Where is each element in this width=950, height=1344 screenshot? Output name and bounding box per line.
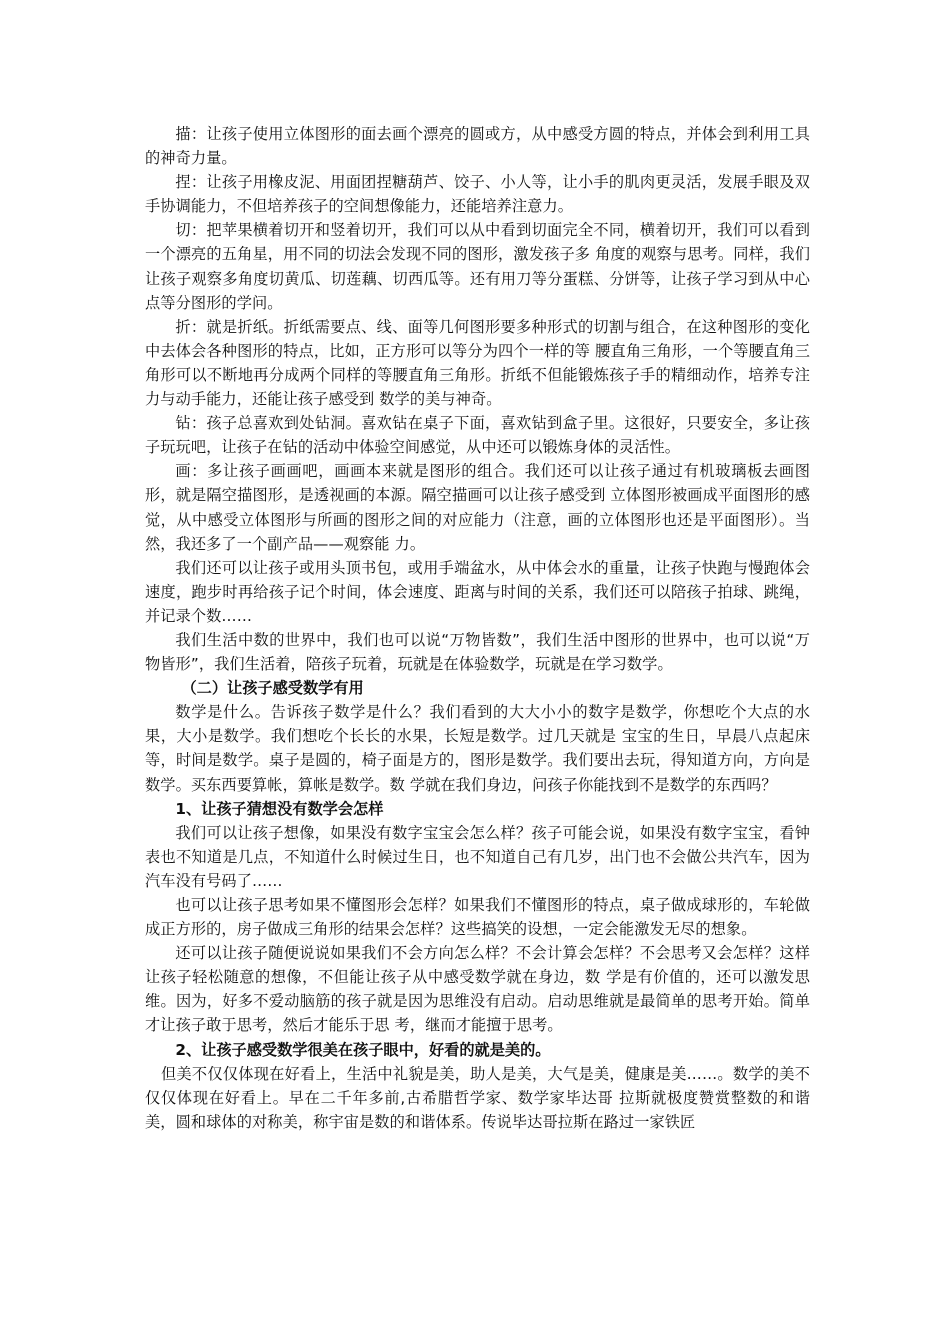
paragraph-no-shapes: 也可以让孩子思考如果不懂图形会怎样？如果我们不懂图形的特点，桌子做成球形的，车轮做成正方形的，房子做成三角形的结果会怎样？这些搞笑的设想，一定会能激发无尽的想象。 (145, 896, 810, 939)
section-heading-2: （二）让孩子感受数学有用 (181, 679, 364, 698)
paragraph-beauty: 但美不仅仅体现在好看上，生活中礼貌是美，助人是美，大气是美，健康是美……。数学的美不仅仅体现在好看上。早在二千年多前,古希腊哲学家、数学家毕达哥 拉斯就极度赞赏整数的和谐美，圆和球体的对称美，称宇宙是数的和谐体系。传说毕达哥拉斯在路过一家铁匠 (145, 1064, 810, 1131)
paragraph-zhe: 折：就是折纸。折纸需要点、线、面等几何图形要多种形式的切割与组合，在这种图形的变化中去体会各种图形的特点，比如，正方形可以等分为四个一样的等 腰直角三角形，一个等腰直角三角形可以不断地再分成两个同样的等腰直角三角形。折纸不但能锻炼孩子手的精细动作，培养专注力与动手能力，还能让孩子感受到 数学的美与神奇。 (145, 317, 810, 409)
paragraph-activities: 我们还可以让孩子或用头顶书包，或用手端盆水，从中体会水的重量，让孩子快跑与慢跑体会速度，跑步时再给孩子记个时间，体会速度、距离与时间的关系，我们还可以陪孩子拍球、跳绳，并记录个数…… (145, 558, 810, 625)
paragraph-no-direction: 还可以让孩子随便说说如果我们不会方向怎么样？不会计算会怎样？不会思考又会怎样？这样让孩子轻松随意的想像，不但能让孩子从中感受数学就在身边，数 学是有价值的，还可以激发思维。因为，好多不爱动脑筋的孩子就是因为思维没有启动。启动思维就是最简单的思考开始。简单才让孩子敢于思考，然后才能乐于思 考，继而才能擅于思考。 (145, 944, 810, 1035)
paragraph-qie: 切：把苹果横着切开和竖着切开，我们可以从中看到切面完全不同，横着切开，我们可以看到一个漂亮的五角星，用不同的切法会发现不同的图形，激发孩子多 角度的观察与思考。同样，我们让孩子观察多角度切黄瓜、切莲藕、切西瓜等。还有用刀等分蛋糕、分饼等，让孩子学习到从中心点等分图形的学问。 (145, 221, 810, 312)
paragraph-miao: 描：让孩子使用立体图形的面去画个漂亮的圆或方，从中感受方圆的特点，并体会到利用工具的神奇力量。 (145, 125, 810, 168)
subsection-heading-1: 1、让孩子猜想没有数学会怎样 (175, 799, 384, 818)
paragraph-what-is-math: 数学是什么。告诉孩子数学是什么？我们看到的大大小小的数字是数学，你想吃个大点的水果，大小是数学。我们想吃个长长的水果，长短是数学。过几天就是 宝宝的生日，早晨八点起床等，时间是数学。桌子是圆的，椅子面是方的，图形是数学。我们要出去玩，得知道方向，方向是数学。买东西要算帐，算帐是数学。数 学就在我们身边，问孩子你能找到不是数学的东西吗？ (145, 703, 810, 794)
paragraph-zuan: 钻：孩子总喜欢到处钻洞。喜欢钻在桌子下面，喜欢钻到盒子里。这很好，只要安全，多让孩子玩玩吧，让孩子在钻的活动中体验空间感觉，从中还可以锻炼身体的灵活性。 (145, 414, 810, 457)
subsection-heading-2: 2、让孩子感受数学很美在孩子眼中，好看的就是美的。 (175, 1040, 551, 1059)
paragraph-no-numbers: 我们可以让孩子想像，如果没有数字宝宝会怎么样？孩子可能会说，如果没有数字宝宝，看钟表也不知道是几点，不知道什么时候过生日，也不知道自己有几岁，出门也不会做公共汽车，因为汽车没有号码了…… (145, 823, 810, 890)
paragraph-nie: 捏：让孩子用橡皮泥、用面团捏糖葫芦、饺子、小人等，让小手的肌肉更灵活，发展手眼及双手协调能力，不但培养孩子的空间想像能力，还能培养注意力。 (145, 173, 810, 216)
paragraph-wanwu: 我们生活中数的世界中，我们也可以说“万物皆数”，我们生活中图形的世界中，也可以说“万物皆形”，我们生活着，陪孩子玩着，玩就是在体验数学，玩就是在学习数学。 (145, 630, 810, 674)
paragraph-hua: 画：多让孩子画画吧，画画本来就是图形的组合。我们还可以让孩子通过有机玻璃板去画图形，就是隔空描图形，是透视画的本源。隔空描画可以让孩子感受到 立体图形被画成平面图形的感觉，从中感受立体图形与所画的图形之间的对应能力（注意，画的立体图形也还是平面图形）。当然，我还多了一个副产品——观察能 力。 (145, 462, 810, 553)
